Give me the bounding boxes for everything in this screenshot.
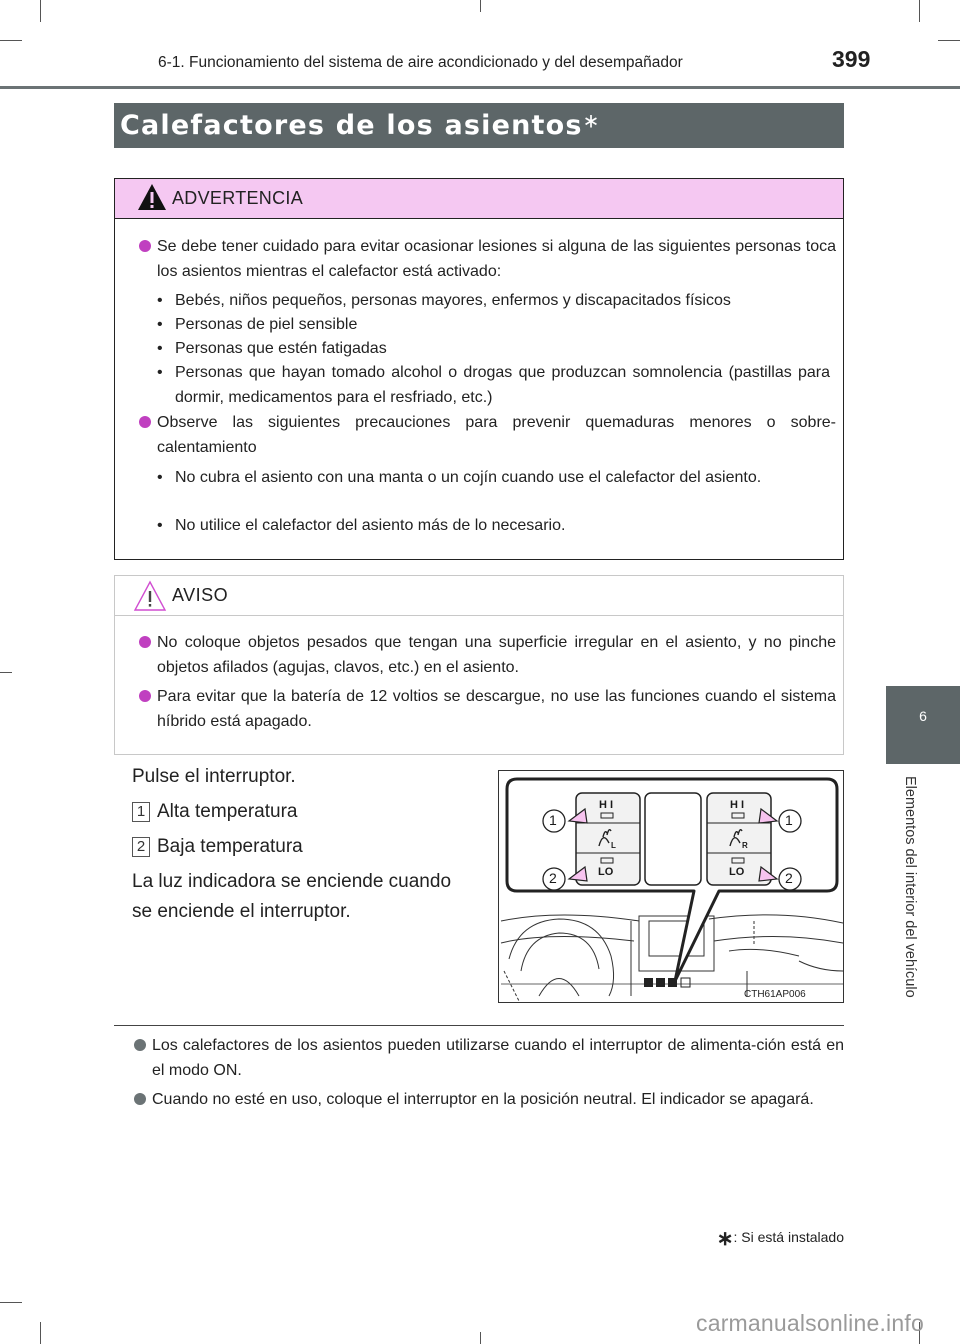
- warning-bullet: • No utilice el calefactor del asiento más de lo necesario.: [175, 514, 830, 539]
- hi-label-right: H I: [730, 799, 745, 811]
- crop-mark: [0, 1302, 22, 1303]
- footnote-text: : Si está instalado: [733, 1229, 844, 1245]
- section-header: 6-1. Funcionamiento del sistema de aire acondicionado y del desempañador: [158, 54, 683, 71]
- separator-rule: [114, 1025, 844, 1026]
- crop-mark: [0, 672, 12, 673]
- crop-mark: [480, 0, 481, 12]
- page-title-bar: [114, 103, 844, 148]
- page-number: 399: [832, 46, 871, 72]
- hi-label-left: H I: [599, 799, 614, 811]
- step-label: Alta temperatura: [157, 801, 298, 822]
- crop-mark: [40, 1322, 41, 1344]
- crop-mark: [0, 40, 22, 41]
- bullet-dot-icon: [139, 636, 151, 648]
- warning-bullet: • Personas que estén fatigadas: [175, 337, 830, 362]
- bullet-dot-icon: [139, 690, 151, 702]
- notice-item: Para evitar que la batería de 12 voltios se descargue, no use las funciones cuando el sistema híbrido está apagado.: [157, 685, 836, 734]
- crop-mark: [938, 40, 960, 41]
- callout-number: 2: [785, 870, 793, 886]
- notice-item: No coloque objetos pesados que tengan una superficie irregular en el asiento, y no pinche objetos afilados (agujas, clavos, etc.) en el asiento.: [157, 631, 836, 680]
- notice-header: [115, 576, 843, 616]
- step-number: 2: [132, 837, 150, 857]
- warning-triangle-icon: [137, 182, 167, 212]
- chapter-tab[interactable]: 6: [886, 686, 960, 764]
- callout-number: 2: [549, 870, 557, 886]
- warning-label: ADVERTENCIA: [172, 188, 303, 208]
- watermark: carmanualsonline.info: [696, 1310, 924, 1336]
- warning-item: Observe las siguientes precauciones para prevenir quemaduras menores o sobre-calentamiento: [157, 411, 836, 460]
- header-rule: [0, 86, 960, 89]
- bullet-dot-icon: [134, 1039, 146, 1051]
- bullet-dot-icon: [139, 416, 151, 428]
- callout-number: 1: [549, 812, 557, 828]
- illustration-code: CTH61AP006: [744, 989, 806, 1000]
- notice-label: AVISO: [172, 585, 229, 605]
- step-number: 1: [132, 802, 150, 822]
- left-seat-letter: L: [611, 841, 616, 850]
- info-item: Cuando no esté en uso, coloque el interruptor en la posición neutral. El indicador se apagará.: [152, 1088, 844, 1113]
- warning-item: Se debe tener cuidado para evitar ocasionar lesiones si alguna de las siguientes personas toca los asientos mientras el calefactor está activado:: [157, 235, 836, 284]
- crop-mark: [919, 0, 920, 22]
- chapter-title: Elementos del interior del vehículo: [902, 776, 918, 998]
- warning-bullet: • Personas que hayan tomado alcohol o drogas que produzcan somnolencia (pastillas para dormir, medicamentos para el resfriado, etc.): [175, 361, 830, 410]
- step-label: Baja temperatura: [157, 836, 303, 857]
- lo-label-right: LO: [729, 866, 745, 878]
- callout-number: 1: [785, 812, 793, 828]
- footnote: [700, 1226, 844, 1251]
- warning-bullet: • Personas de piel sensible: [175, 313, 830, 338]
- instruction-intro: Pulse el interruptor.: [132, 766, 296, 787]
- indicator-note: La luz indicadora se enciende cuando: [132, 871, 452, 892]
- chapter-title-vertical: [896, 776, 926, 1056]
- right-seat-letter: R: [742, 841, 748, 850]
- indicator-note: se enciende el interruptor.: [132, 901, 351, 922]
- warning-bullet: • Bebés, niños pequeños, personas mayores, enfermos y discapacitados físicos: [175, 289, 830, 314]
- footnote-asterisk: ∗: [716, 1228, 734, 1250]
- warning-header: [115, 179, 843, 219]
- lo-label-left: LO: [598, 866, 614, 878]
- caution-triangle-icon: [133, 580, 167, 612]
- crop-mark: [40, 0, 41, 22]
- warning-bullet: • No cubra el asiento con una manta o un cojín cuando use el calefactor del asiento.: [175, 466, 830, 491]
- seat-heater-illustration: [498, 770, 844, 1003]
- bullet-dot-icon: [134, 1093, 146, 1105]
- title-asterisk: ∗: [582, 110, 600, 133]
- page-title: Calefactores de los asientos: [120, 110, 583, 141]
- crop-mark: [480, 1332, 481, 1344]
- bullet-dot-icon: [139, 240, 151, 252]
- dashboard-drawing: [499, 771, 844, 1003]
- info-item: Los calefactores de los asientos pueden utilizarse cuando el interruptor de alimenta-ción está en el modo ON.: [152, 1034, 844, 1083]
